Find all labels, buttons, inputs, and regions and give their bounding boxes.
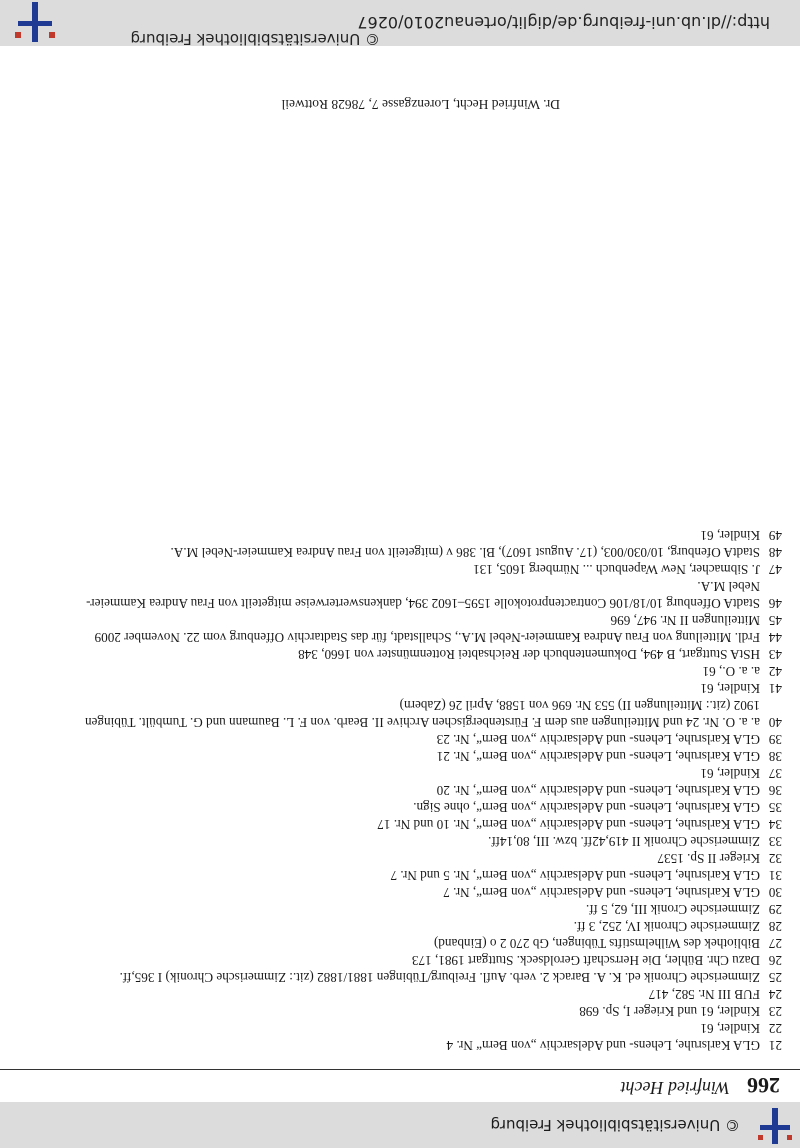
footnote-number: 28 bbox=[768, 919, 782, 934]
footnote-41 bbox=[72, 680, 782, 697]
footnote-36 bbox=[72, 782, 782, 799]
copyright-text: © Universitätsbibliothek Freiburg bbox=[490, 1116, 740, 1134]
footnote-text: HStA Stuttgart, B 494, Dokumentenbuch der Reichsabtei Rottenmünster von 1660, 348 bbox=[298, 647, 760, 662]
footnote-text: GLA Karlsruhe, Lehens- und Adelsarchiv „von Bern“, Nr. 10 und Nr. 17 bbox=[377, 817, 760, 832]
footnote-44 bbox=[72, 629, 782, 646]
footnote-text: GLA Karlsruhe, Lehens- und Adelsarchiv „von Bern“, Nr. 23 bbox=[436, 732, 760, 747]
footnote-number: 46 bbox=[768, 596, 782, 611]
footnote-26 bbox=[72, 952, 782, 969]
footnote-37 bbox=[72, 765, 782, 782]
footnote-number: 43 bbox=[768, 647, 782, 662]
footnote-38 bbox=[72, 748, 782, 765]
university-logo-icon-top bbox=[12, 2, 58, 42]
footnote-number: 27 bbox=[768, 936, 782, 951]
footnote-text: GLA Karlsruhe, Lehens- und Adelsarchiv „von Bern“, Nr. 20 bbox=[436, 783, 760, 798]
footnote-text: a. a. O. Nr. 24 und Mitteilungen aus dem F. Fürstenbergischen Archive II. Bearb. von F. L. Baumann und G. Tumbült. Tübingen 1902 (zit.: Mitteilungen II) 553 Nr. 696 von 1588, April 26 (Zabern) bbox=[84, 698, 760, 730]
footnote-number: 30 bbox=[768, 885, 782, 900]
footnote-text: a. a. O., 61 bbox=[702, 664, 760, 679]
footnote-31 bbox=[72, 867, 782, 884]
footnote-27 bbox=[72, 935, 782, 952]
top-banner bbox=[0, 0, 800, 46]
footnote-32 bbox=[72, 850, 782, 867]
footnote-number: 45 bbox=[768, 613, 782, 628]
footnote-text: GLA Karlsruhe, Lehens- und Adelsarchiv „von Bern“, Nr. 5 und Nr. 7 bbox=[390, 868, 760, 883]
footnote-45 bbox=[72, 612, 782, 629]
footnote-text: GLA Karlsruhe, Lehens- und Adelsarchiv „von Bern“, Nr. 21 bbox=[436, 749, 760, 764]
footnote-40 bbox=[72, 697, 782, 731]
footnote-number: 38 bbox=[768, 749, 782, 764]
footnote-number: 40 bbox=[768, 715, 782, 730]
footnote-number: 47 bbox=[768, 562, 782, 577]
footnote-text: GLA Karlsruhe, Lehens- und Adelsarchiv „von Bern“, Nr. 7 bbox=[443, 885, 760, 900]
page-url: http://dl.ub.uni-freiburg.de/diglit/ortenau2010/0267 bbox=[357, 13, 770, 32]
footnote-30 bbox=[72, 884, 782, 901]
footnote-number: 32 bbox=[768, 851, 782, 866]
footnote-text: Kindler, 61 bbox=[700, 528, 760, 543]
footnote-number: 44 bbox=[768, 630, 782, 645]
footnote-number: 34 bbox=[768, 817, 782, 832]
footnote-number: 48 bbox=[768, 545, 782, 560]
footnote-34 bbox=[72, 816, 782, 833]
footnote-number: 35 bbox=[768, 800, 782, 815]
footnote-text: Mitteilungen II Nr. 947, 696 bbox=[610, 613, 760, 628]
footnote-text: Zimmerische Chronik ed. K. A. Barack 2. verb. Aufl. Freiburg/Tübingen 1881/1882 (zit.: Zimmerische Chronik) I 365,ff. bbox=[119, 970, 760, 985]
footnote-number: 49 bbox=[768, 528, 782, 543]
footnote-text: Kindler, 61 bbox=[700, 766, 760, 781]
footnote-text: Dazu Chr. Bühler, Die Herrschaft Geroldseck. Stuttgart 1981, 173 bbox=[411, 953, 760, 968]
footnote-number: 36 bbox=[768, 783, 782, 798]
footnote-text: Zimmerische Chronik II 419,42ff. bzw. III, 80,14ff. bbox=[488, 834, 760, 849]
footnote-number: 21 bbox=[768, 1038, 782, 1053]
footnote-text: Kindler, 61 bbox=[700, 681, 760, 696]
footnote-48 bbox=[72, 544, 782, 561]
footnote-39 bbox=[72, 731, 782, 748]
footnote-24 bbox=[72, 986, 782, 1003]
footnote-33 bbox=[72, 833, 782, 850]
footnote-number: 42 bbox=[768, 664, 782, 679]
footnote-text: GLA Karlsruhe, Lehens- und Adelsarchiv „von Bern“ Nr. 4 bbox=[446, 1038, 760, 1053]
footnote-text: Kindler, 61 bbox=[700, 1021, 760, 1036]
author-address: Dr. Winfried Hecht, Lorenzgasse 7, 78628 Rottweil bbox=[281, 97, 560, 112]
footnote-text: Kindler, 61 und Krieger I, Sp. 698 bbox=[579, 1004, 760, 1019]
footnote-number: 37 bbox=[768, 766, 782, 781]
footnote-22 bbox=[72, 1020, 782, 1037]
footnote-number: 22 bbox=[768, 1021, 782, 1036]
footnote-number: 23 bbox=[768, 1004, 782, 1019]
footnote-number: 24 bbox=[768, 987, 782, 1002]
footnote-21 bbox=[72, 1037, 782, 1054]
footnote-number: 29 bbox=[768, 902, 782, 917]
page-header bbox=[0, 1073, 800, 1148]
footnote-number: 25 bbox=[768, 970, 782, 985]
footnote-42 bbox=[72, 663, 782, 680]
footnote-47 bbox=[72, 561, 782, 578]
footnote-35 bbox=[72, 799, 782, 816]
footnote-text: Frdl. Mitteilung von Frau Andrea Kammeier-Nebel M.A., Schallstadt, für das Stadtarchiv Offenburg vom 22. November 2009 bbox=[94, 630, 760, 645]
footnote-number: 26 bbox=[768, 953, 782, 968]
footnote-43 bbox=[72, 646, 782, 663]
copyright-text-top: © Universitätsbibliothek Freiburg bbox=[130, 30, 380, 48]
running-head: Winfried Hecht bbox=[620, 1078, 730, 1098]
footnote-text: StadtA Ofenburg, 10/030/003, (17. August 1607), Bl. 386 v (mitgeteilt von Frau Andrea Kammeier-Nebel M.A. bbox=[170, 545, 760, 560]
footnote-number: 33 bbox=[768, 834, 782, 849]
footnote-29 bbox=[72, 901, 782, 918]
footnote-text: Zimmerische Chronik IV, 252, 3 ff. bbox=[573, 919, 760, 934]
footnote-text: Krieger II Sp. 1537 bbox=[657, 851, 760, 866]
page-number: 266 bbox=[747, 1073, 780, 1098]
footnote-number: 39 bbox=[768, 732, 782, 747]
footnote-28 bbox=[72, 918, 782, 935]
footnote-text: Bibliothek des Wilhelmstifts Tübingen, Gb 270 2 o (Einband) bbox=[433, 936, 760, 951]
footnote-25 bbox=[72, 969, 782, 986]
footnote-46 bbox=[72, 578, 782, 612]
footnote-text: StadtA Offenburg 10/18/106 Contractenprotokolle 1595–1602 394, dankenswerterweise mitgeteilt von Frau Andrea Kammeier-Nebel M.A. bbox=[86, 579, 760, 611]
footnote-text: J. Sibmacher, New Wapenbuch ... Nürnberg 1605, 131 bbox=[473, 562, 760, 577]
footnote-49 bbox=[72, 527, 782, 544]
footnote-text: Zimmerische Cronik III, 62, 5 ff. bbox=[585, 902, 760, 917]
footnotes-list bbox=[72, 527, 782, 1054]
footnote-23 bbox=[72, 1003, 782, 1020]
footnote-text: GLA Karlsruhe, Lehens- und Adelsarchiv „von Bern“, ohne Sign. bbox=[413, 800, 760, 815]
footnote-number: 41 bbox=[768, 681, 782, 696]
footnote-text: FUB III Nr. 582, 417 bbox=[648, 987, 760, 1002]
header-rule bbox=[0, 1069, 800, 1070]
footnote-number: 31 bbox=[768, 868, 782, 883]
